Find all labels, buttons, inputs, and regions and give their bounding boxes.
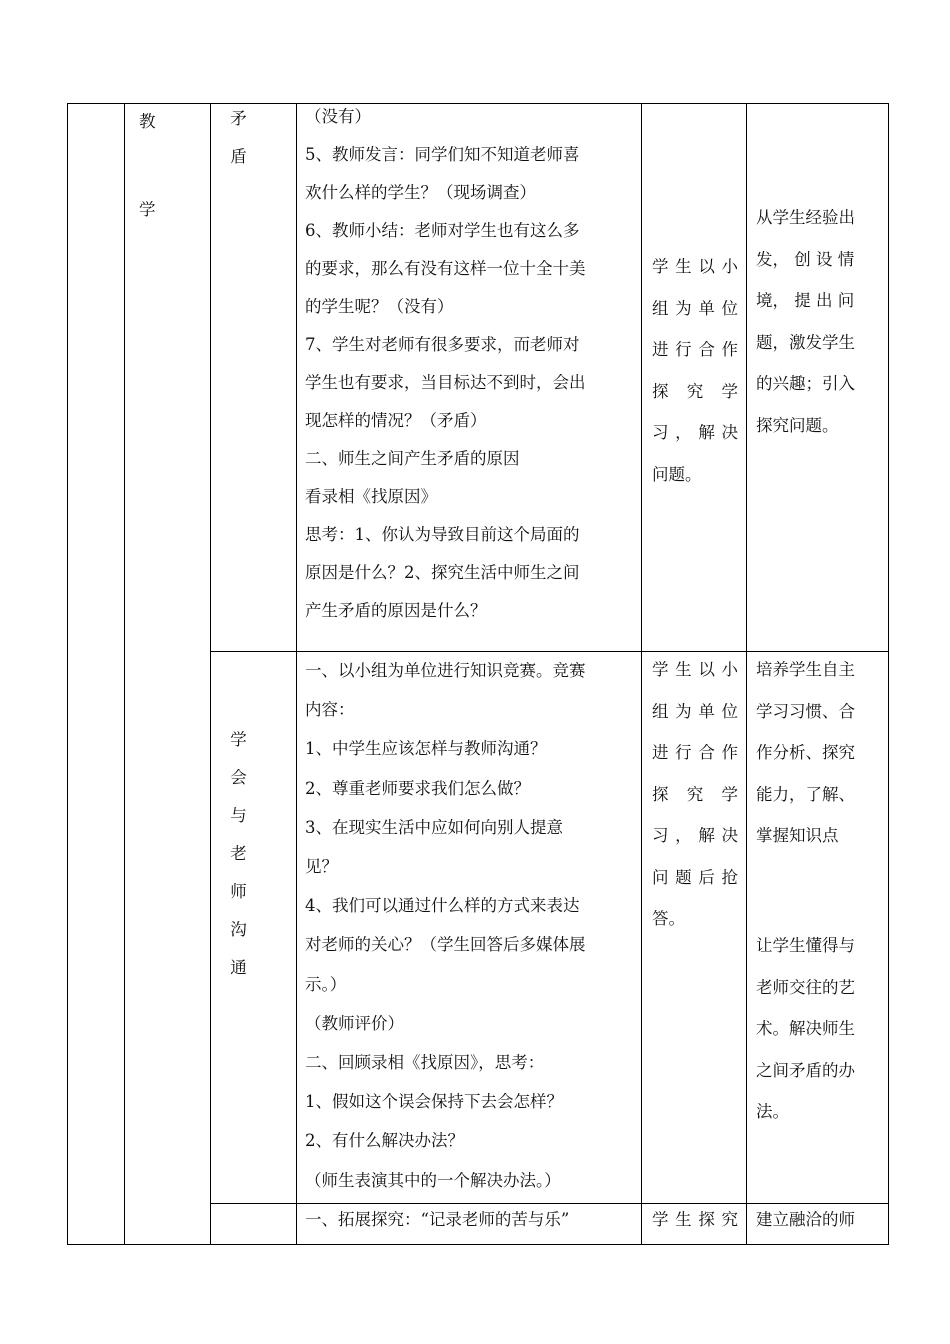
column-divider bbox=[210, 103, 211, 1245]
table-border-bottom bbox=[67, 1244, 889, 1245]
row-2-design-intent-a: 培养学生自主 学习习惯、合 作分析、探究 能力，了解、 掌握知识点 bbox=[756, 660, 855, 845]
column-divider bbox=[746, 103, 747, 1245]
row-3-content: 一、拓展探究：“记录老师的苦与乐” bbox=[305, 1210, 570, 1229]
row-1-design-intent: 从学生经验出 发， 创 设 情 境， 提 出 问 题，激发学生 的兴趣；引入 探究问题。 bbox=[756, 208, 855, 435]
table-border-right bbox=[888, 103, 889, 1245]
row-2-topic: 学 会 与 老 师 沟 通 bbox=[230, 730, 247, 977]
lesson-plan-table bbox=[67, 103, 889, 1245]
column-divider bbox=[124, 103, 125, 1245]
row-1-content: （没有） 5、教师发言：同学们知不知道老师喜 欢什么样的学生？（现场调查） 6、教师小结：老师对学生也有这么多 的要求，那么有没有这样一位十全十美 的学生呢？（没有） 7、学生对老师有很多要求，而老师对 学生也有要求，当目标达不到时，会出 现怎样的情况？（矛盾） 二、师生之间产生矛盾的原因 看录相《找原因》 思考：1、你认为导致目前这个局面的 原因是什么？2、探究生活中师生之间 产生矛盾的原因是什么？ bbox=[305, 107, 586, 620]
row-2-content: 一、以小组为单位进行知识竞赛。竞赛 内容： 1、中学生应该怎样与教师沟通？ 2、尊重老师要求我们怎么做？ 3、在现实生活中应如何向别人提意 见？ 4、我们可以通过什么样的方式来表达 对老师的关心？（学生回答后多媒体展 示。） （教师评价） 二、回顾录相《找原因》，思考： 1、假如这个误会保持下去会怎样？ 2、有什么解决办法？ （师生表演其中的一个解决办法。） bbox=[305, 661, 586, 1190]
row-3-design-intent: 建立融洽的师 bbox=[756, 1210, 855, 1229]
column-divider bbox=[296, 103, 297, 1245]
column-divider bbox=[641, 103, 642, 1245]
row-2-design-intent-b: 让学生懂得与 老师交往的艺 术。解决师生 之间矛盾的办 法。 bbox=[756, 936, 855, 1121]
row-3-student-activity: 学生探究 bbox=[652, 1210, 738, 1229]
row-1-student-activity: 学生以小 组为单位 进行合作 探 究 学 习，解决 问题。 bbox=[652, 257, 738, 484]
section-label: 教 学 bbox=[139, 112, 156, 219]
row-2-student-activity: 学生以小 组为单位 进行合作 探 究 学 习，解决 问题后抢 答。 bbox=[652, 660, 738, 928]
table-border-left bbox=[67, 103, 68, 1245]
row-1-topic: 矛 盾 bbox=[230, 109, 247, 166]
